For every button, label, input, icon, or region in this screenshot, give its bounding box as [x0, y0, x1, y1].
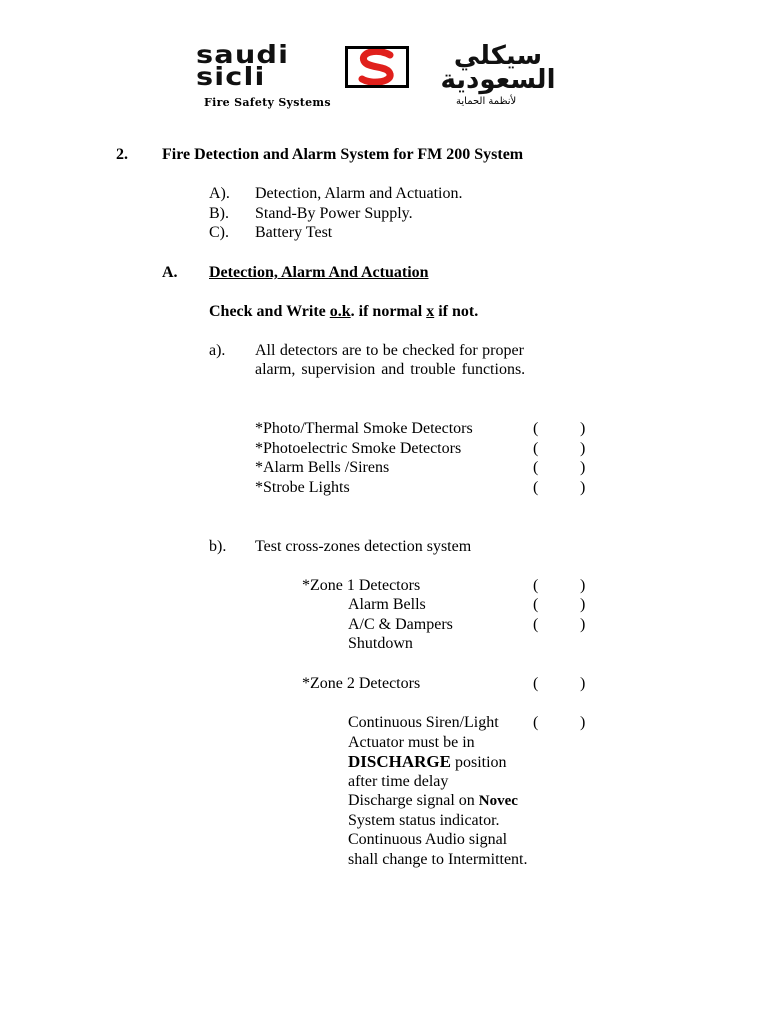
- check-box-close: ): [580, 420, 586, 437]
- instruction-x: x: [426, 303, 435, 320]
- check-box-open[interactable]: (: [533, 596, 539, 613]
- logo-s-icon: [348, 49, 406, 85]
- logo-arabic-wordmark: سيكلي السعودية: [440, 41, 556, 95]
- toc-label-b: B).: [209, 205, 229, 222]
- section-title: Fire Detection and Alarm System for FM 200 System: [162, 146, 524, 163]
- discharge-word: DISCHARGE: [348, 752, 451, 771]
- logo-latin-line1: saudi: [196, 44, 359, 66]
- discharge-rest: position: [450, 754, 507, 771]
- part-a-line2: alarm, supervision and trouble functions.: [255, 361, 526, 378]
- checklist-item: *Photoelectric Smoke Detectors: [255, 440, 462, 457]
- check-box-close: ): [580, 440, 586, 457]
- logo-latin-line2: sicli: [196, 66, 359, 88]
- toc-item-c: Battery Test: [255, 224, 333, 241]
- logo-emblem: [345, 46, 409, 88]
- instruction-ok: o.k: [329, 303, 351, 320]
- part-b-text: Test cross-zones detection system: [255, 538, 472, 555]
- check-box-open[interactable]: (: [533, 420, 539, 437]
- check-box-open[interactable]: (: [533, 675, 539, 692]
- checklist-item: *Photo/Thermal Smoke Detectors: [255, 420, 473, 437]
- novec-word: Novec: [478, 793, 518, 809]
- zone1-item-continuation: Shutdown: [348, 635, 413, 652]
- zone2-note-line: [348, 791, 518, 811]
- zone1-item: Alarm Bells: [348, 596, 426, 613]
- checklist-item: *Alarm Bells /Sirens: [255, 459, 390, 476]
- zone2-note-line: Actuator must be in: [348, 734, 475, 751]
- check-box-open[interactable]: (: [533, 577, 539, 594]
- checklist-item: *Strobe Lights: [255, 479, 350, 496]
- check-box-open[interactable]: (: [533, 459, 539, 476]
- zone2-note-line: System status indicator.: [348, 812, 500, 829]
- zone1-item: A/C & Dampers: [348, 616, 453, 633]
- check-box-close: ): [580, 479, 586, 496]
- check-box-open[interactable]: (: [533, 440, 539, 457]
- zone2-note-line: after time delay: [348, 773, 449, 790]
- check-box-close: ): [580, 675, 586, 692]
- check-box-open[interactable]: (: [533, 479, 539, 496]
- toc-item-b: Stand-By Power Supply.: [255, 205, 413, 222]
- part-b-label: b).: [209, 538, 227, 555]
- check-box-close: ): [580, 616, 586, 633]
- zone1-title: *Zone 1 Detectors: [302, 577, 421, 594]
- check-box-open[interactable]: (: [533, 714, 539, 731]
- section-number: 2.: [116, 146, 128, 163]
- logo-tagline-arabic: لأنظمة الحماية: [456, 96, 517, 107]
- check-box-close: ): [580, 714, 586, 731]
- zone2-title: *Zone 2 Detectors: [302, 675, 421, 692]
- check-box-close: ): [580, 596, 586, 613]
- subsection-letter: A.: [162, 264, 178, 281]
- toc-label-c: C).: [209, 224, 229, 241]
- check-box-close: ): [580, 459, 586, 476]
- toc-label-a: A).: [209, 185, 230, 202]
- zone2-item: Continuous Siren/Light: [348, 714, 499, 731]
- logo-latin-wordmark: [196, 40, 359, 91]
- check-box-close: ): [580, 577, 586, 594]
- company-logo: [192, 42, 572, 114]
- check-box-open[interactable]: (: [533, 616, 539, 633]
- instruction-middle: . if normal: [350, 303, 427, 320]
- instruction-line: [209, 302, 478, 321]
- zone2-note-line: shall change to Intermittent.: [348, 851, 528, 868]
- part-a-label: a).: [209, 342, 226, 359]
- zone2-note-line: Continuous Audio signal: [348, 831, 508, 848]
- logo-tagline: Fire Safety Systems: [204, 96, 331, 109]
- toc-item-a: Detection, Alarm and Actuation.: [255, 185, 463, 202]
- subsection-title: Detection, Alarm And Actuation: [209, 264, 429, 281]
- zone2-note-line: [348, 752, 507, 772]
- instruction-prefix: Check and Write: [209, 303, 330, 320]
- instruction-suffix: if not.: [434, 303, 479, 320]
- discharge-signal-prefix: Discharge signal on: [348, 792, 479, 809]
- part-a-line1: All detectors are to be checked for proper: [255, 342, 524, 359]
